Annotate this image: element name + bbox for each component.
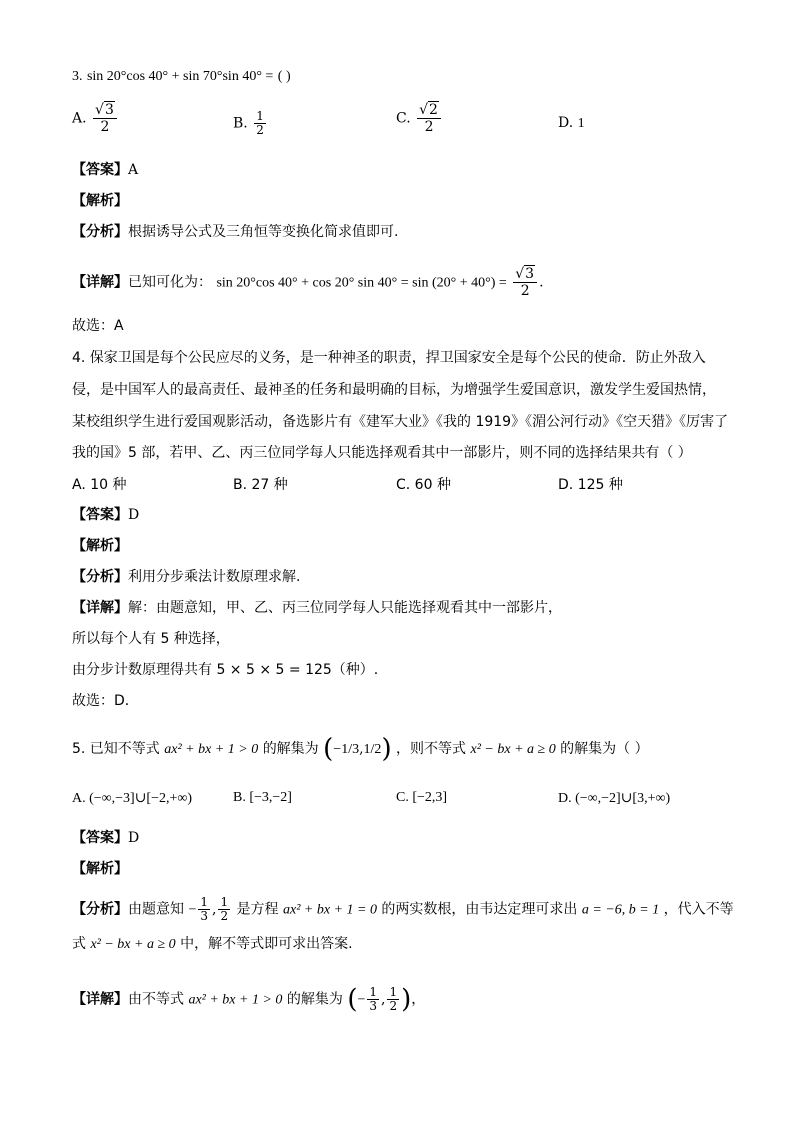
q3-number: 3. bbox=[72, 69, 83, 84]
q5-xiangjie-ineq: ax² + bx + 1 > 0 bbox=[188, 992, 283, 1008]
q5-xiangjie-c: ， bbox=[411, 991, 426, 1008]
q4-line-2: 所以每个人有 5 种选择， bbox=[72, 631, 230, 647]
q3-xiangjie-expr: sin 20°cos 40° + cos 20° sin 40° = sin (20° + 40°) = bbox=[216, 275, 507, 291]
q3-option-d bbox=[558, 115, 585, 132]
q3-option-a-letter: A. bbox=[72, 110, 87, 127]
q5-answer-tag: 【答案】 bbox=[72, 830, 128, 846]
q3-option-a-num: 3 bbox=[104, 102, 114, 118]
q4-jiexi: 【解析】 bbox=[72, 538, 128, 554]
q4-answer bbox=[72, 505, 139, 525]
q3-xiangjie: 【详解】已知可化为： sin 20°cos 40° + cos 20° sin 40° = sin (20° + 40°) = $\frac{√3}{2}$ . bbox=[72, 266, 544, 299]
q5-option-c: C. [−2,3] bbox=[396, 790, 448, 805]
q3-option-a-fraction: $\frac{√3}{2}$ bbox=[93, 102, 117, 135]
q3-conclusion: 故选：A bbox=[72, 318, 124, 334]
q4-option-d: D. 125 种 bbox=[558, 477, 623, 493]
q4-stem-line-4: 我的国》5 部，若甲、乙、丙三位同学每人只能选择观看其中一部影片，则不同的选择结果共有（ ） bbox=[72, 445, 692, 461]
q3-option-c bbox=[396, 102, 443, 135]
q3-option-b-den: 2 bbox=[256, 123, 264, 137]
q4-stem-line-3: 某校组织学生进行爱国观影活动，备选影片有《建军大业》《我的 1919》《湄公河行动》《空天猎》《厉害了 bbox=[72, 414, 729, 430]
q5-fenxi-line-2 bbox=[72, 934, 353, 955]
q4-option-a: A. 10 种 bbox=[72, 477, 127, 493]
q3-answer-tag: 【答案】 bbox=[72, 162, 128, 178]
q4-xiangjie-tag: 【详解】 bbox=[72, 600, 128, 616]
q3-fenxi-tag: 【分析】 bbox=[72, 224, 128, 240]
q5-fenxi-c: ，代入不等 bbox=[663, 901, 734, 918]
q4-xiangjie-text: 解：由题意知，甲、乙、丙三位同学每人只能选择观看其中一部影片， bbox=[128, 600, 562, 616]
q4-conclusion: 故选：D． bbox=[72, 693, 139, 709]
q5-xiangjie-a: 由不等式 bbox=[128, 991, 184, 1008]
q3-option-b-fraction bbox=[254, 110, 266, 137]
q5-stem-c: ，则不等式 bbox=[396, 741, 467, 757]
q3-expression: sin 20°cos 40° + sin 70°sin 40° = bbox=[86, 69, 274, 84]
q5-stem-ineq1: ax² + bx + 1 > 0 bbox=[164, 742, 259, 757]
q5-jiexi: 【解析】 bbox=[72, 861, 128, 877]
q5-xiangjie-b: 的解集为 bbox=[286, 991, 343, 1008]
q5-fenxi-tag: 【分析】 bbox=[72, 901, 128, 918]
q5-stem: 5. 已知不等式 ax² + bx + 1 > 0 的解集为 (−1/3,1/2) ，则不等式 x² − bx + a ≥ 0 的解集为（ ） bbox=[72, 734, 649, 764]
q3-answer bbox=[72, 160, 138, 180]
q4-answer-tag: 【答案】 bbox=[72, 507, 128, 523]
q3-option-b-letter: B. bbox=[233, 115, 248, 132]
q3-xiangjie-pre: 已知可化为： bbox=[128, 274, 212, 291]
q3-xiangjie-tag: 【详解】 bbox=[72, 274, 128, 291]
q5-xiangjie: 【详解】由不等式 ax² + bx + 1 > 0 的解集为 (− $\frac{1}{3}$ , $\frac{1}{2}$ )， bbox=[72, 984, 426, 1015]
q5-stem-a: 5. 已知不等式 bbox=[72, 741, 160, 757]
q5-stem-b: 的解集为 bbox=[262, 741, 319, 757]
q5-fenxi-root-2: $\frac{1}{2}$ bbox=[220, 895, 229, 923]
q3-option-d-letter: D. bbox=[558, 115, 574, 131]
q4-fenxi-tag: 【分析】 bbox=[72, 569, 128, 585]
q5-stem-ineq2: x² − bx + a ≥ 0 bbox=[470, 742, 556, 757]
q5-fenxi-b: 的两实数根，由韦达定理可求出 bbox=[381, 901, 578, 918]
q5-answer bbox=[72, 828, 139, 848]
q5-xiangjie-tag: 【详解】 bbox=[72, 991, 128, 1008]
q5-fenxi-ab: a = −6, b = 1 bbox=[581, 902, 660, 918]
q5-interval-b: 1/2 bbox=[363, 742, 382, 757]
q3-blank: ( ) bbox=[277, 69, 291, 84]
q5-fenxi-line2-ineq: x² − bx + a ≥ 0 bbox=[90, 937, 176, 952]
q3-jiexi: 【解析】 bbox=[72, 193, 128, 209]
q3-option-b bbox=[233, 110, 268, 137]
q4-stem-line-1: 4. 保家卫国是每个公民应尽的义务，是一种神圣的职责，捍卫国家安全是每个公民的使命．防止外敌入 bbox=[72, 350, 706, 366]
q5-answer-value: D bbox=[128, 830, 140, 846]
q4-option-c: C. 60 种 bbox=[396, 477, 451, 493]
q5-stem-d: 的解集为（ ） bbox=[560, 741, 649, 757]
q3-option-a bbox=[72, 102, 119, 135]
q4-line-3: 由分步计数原理得共有 5 × 5 × 5 = 125（种）. bbox=[72, 662, 379, 678]
q3-option-a-den: 2 bbox=[100, 119, 110, 135]
q5-fenxi-root-1: $\frac{1}{3}$ bbox=[200, 895, 208, 923]
q3-option-c-letter: C. bbox=[396, 110, 411, 127]
q3-xiangjie-den: 2 bbox=[520, 283, 530, 299]
q5-fenxi-line2-a: 式 bbox=[72, 936, 86, 952]
q5-option-b: B. [−3,−2] bbox=[233, 790, 292, 805]
q5-fenxi-line2-b: 中，解不等式即可求出答案. bbox=[180, 936, 353, 952]
q5-fenxi-a: 由题意知 bbox=[128, 901, 184, 918]
q3-option-d-value: 1 bbox=[577, 116, 585, 131]
q3-fenxi-text: 根据诱导公式及三角恒等变换化简求值即可. bbox=[128, 224, 399, 240]
q4-fenxi bbox=[72, 567, 300, 587]
q5-xiangjie-interval-2: $\frac{1}{2}$ bbox=[389, 985, 398, 1013]
q4-answer-value: D bbox=[128, 507, 140, 523]
q5-interval-a: −1/3 bbox=[333, 742, 360, 757]
q3-answer-value: A bbox=[128, 162, 139, 178]
q3-fenxi bbox=[72, 222, 398, 242]
q5-xiangjie-interval-1: $\frac{1}{3}$ bbox=[369, 985, 378, 1013]
q5-option-a: A. (−∞,−3]∪[−2,+∞) bbox=[72, 791, 193, 806]
q4-stem-line-2: 侵，是中国军人的最高责任、最神圣的任务和最明确的目标，为增强学生爱国意识，激发学生爱国热情， bbox=[72, 382, 716, 398]
q4-xiangjie bbox=[72, 598, 562, 618]
q3-option-b-num: 1 bbox=[256, 109, 264, 123]
q5-fenxi-eq: ax² + bx + 1 = 0 bbox=[283, 902, 377, 918]
q4-fenxi-text: 利用分步乘法计数原理求解. bbox=[128, 569, 301, 585]
q3-xiangjie-num: 3 bbox=[525, 266, 535, 282]
q3-xiangjie-fraction: $\frac{√3}{2}$ bbox=[513, 266, 537, 299]
q5-option-d: D. (−∞,−2]∪[3,+∞) bbox=[558, 791, 671, 806]
q3-stem bbox=[72, 66, 291, 87]
q3-option-c-num: 2 bbox=[429, 102, 438, 118]
q3-option-c-fraction: $\frac{√2}{2}$ bbox=[417, 102, 441, 135]
q5-fenxi-line-1: 【分析】由题意知 − $\frac{1}{3}$ , $\frac{1}{2}$ 是方程 ax² + bx + 1 = 0 的两实数根，由韦达定理可求出 a = −6, b = 1 ，代入不等 bbox=[72, 895, 734, 923]
q3-option-c-den: 2 bbox=[424, 119, 434, 135]
q5-fenxi-roots: 是方程 bbox=[236, 901, 279, 918]
q4-option-b: B. 27 种 bbox=[233, 477, 288, 493]
